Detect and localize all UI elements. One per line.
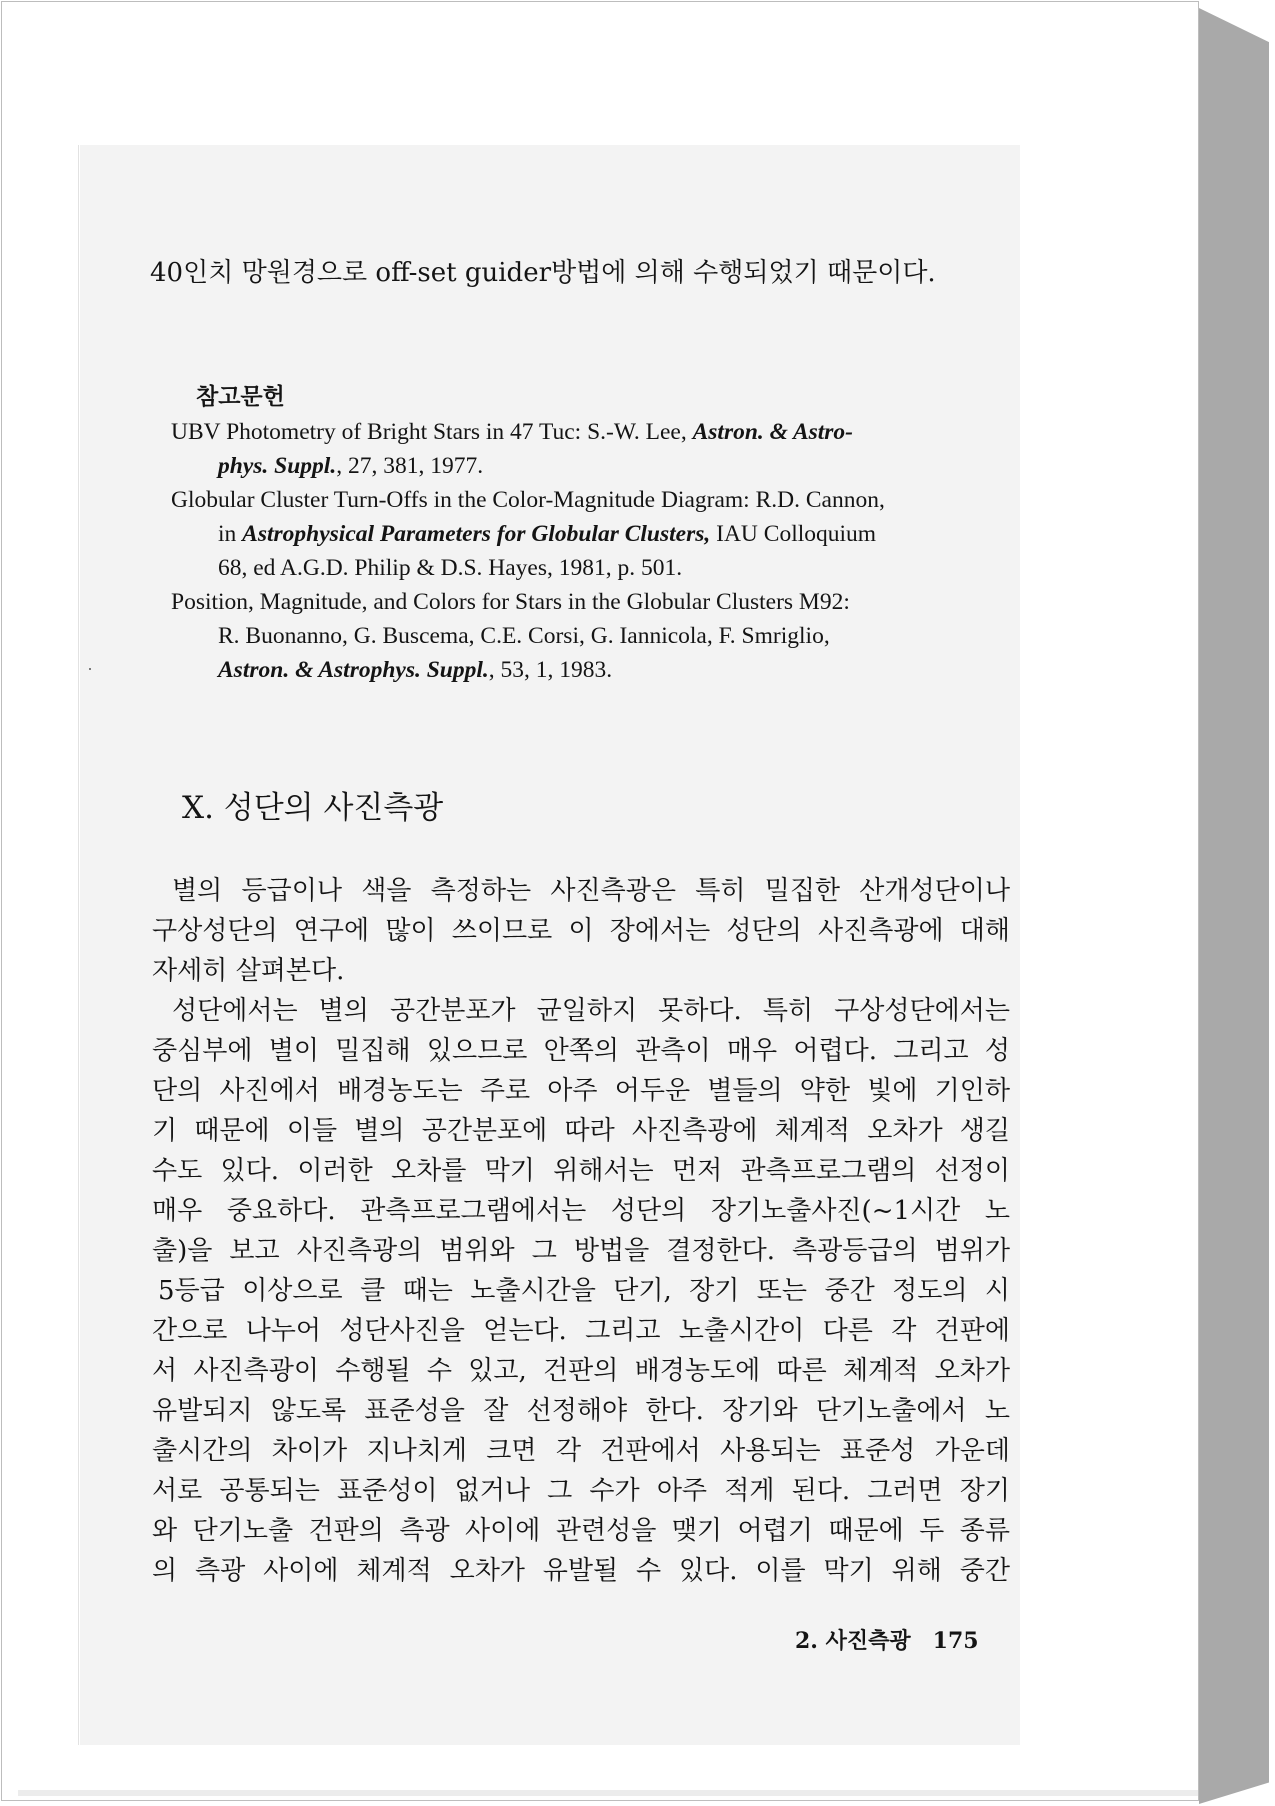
body-line-5: 중심부에 별이 밀집해 있으므로 안쪽의 관측이 매우 어렵다. 그리고 성 — [152, 1036, 1010, 1066]
body-line-11: 5등급 이상으로 클 때는 노출시간을 단기, 장기 또는 중간 정도의 시 — [158, 1276, 1010, 1306]
reference-1-journal: Astron. & Astro- — [692, 419, 854, 445]
body-line-1: 별의 등급이나 색을 측정하는 사진측광은 특히 밀집한 산개성단이나 — [172, 876, 1010, 906]
footer-section: 2. 사진측광 — [795, 1628, 911, 1654]
body-line-4: 성단에서는 별의 공간분포가 균일하지 못하다. 특히 구상성단에서는 — [172, 996, 1010, 1026]
running-footer — [795, 1624, 979, 1655]
body-line-13: 서 사진측광이 수행될 수 있고, 건판의 배경농도에 따른 체계적 오차가 — [152, 1356, 1010, 1386]
body-line-8: 수도 있다. 이러한 오차를 막기 위해서는 먼저 관측프로그램의 선정이 — [152, 1156, 1010, 1186]
page-edge-shadow — [1199, 8, 1269, 1804]
body-line-14: 유발되지 않도록 표준성을 잘 선정해야 한다. 장기와 단기노출에서 노 — [152, 1396, 1010, 1426]
body-line-18: 의 측광 사이에 체계적 오차가 유발될 수 있다. 이를 막기 위해 중간 — [152, 1556, 1010, 1586]
body-line-3: 자세히 살펴본다. — [152, 956, 345, 986]
reference-3-journal: Astron. & Astrophys. Suppl. — [218, 657, 489, 683]
body-line-15: 출시간의 차이가 지나치게 크면 각 건판에서 사용되는 표준성 가운데 — [152, 1436, 1010, 1466]
body-line-7: 기 때문에 이들 별의 공간분포에 따라 사진측광에 체계적 오차가 생길 — [152, 1116, 1010, 1146]
body-line-2: 구상성단의 연구에 많이 쓰이므로 이 장에서는 성단의 사진측광에 대해 — [152, 916, 1010, 946]
stray-mark — [89, 668, 91, 670]
page-number: 175 — [932, 1628, 979, 1654]
reference-2-line-1: Globular Cluster Turn-Offs in the Color-Magnitude Diagram: R.D. Cannon, — [171, 487, 885, 513]
bottom-edge — [18, 1790, 1198, 1796]
reference-1-line-2: phys. Suppl., 27, 381, 1977. — [218, 453, 484, 479]
reference-3-line-2: R. Buonanno, G. Buscema, C.E. Corsi, G. Iannicola, F. Smriglio, — [218, 623, 830, 649]
reference-1-line-1: UBV Photometry of Bright Stars in 47 Tuc: S.-W. Lee, Astron. & Astro- — [171, 419, 854, 445]
reference-2-line-3: 68, ed A.G.D. Philip & D.S. Hayes, 1981, p. 501. — [218, 555, 683, 581]
body-line-12: 간으로 나누어 성단사진을 얻는다. 그리고 노출시간이 다른 각 건판에 — [152, 1316, 1010, 1346]
continuation-line: 40인치 망원경으로 off-set guider방법에 의해 수행되었기 때문이다. — [150, 258, 936, 288]
body-line-10: 출)을 보고 사진측광의 범위와 그 방법을 결정한다. 측광등급의 범위가 — [152, 1236, 1010, 1266]
reference-3-line-1: Position, Magnitude, and Colors for Stars in the Globular Clusters M92: — [171, 589, 850, 615]
reference-3-line-3: Astron. & Astrophys. Suppl., 53, 1, 1983. — [218, 657, 613, 683]
body-line-6: 단의 사진에서 배경농도는 주로 아주 어두운 별들의 약한 빛에 기인하 — [152, 1076, 1010, 1106]
section-title: X. 성단의 사진측광 — [182, 790, 444, 826]
scan-edge-line — [78, 145, 79, 1745]
reference-2-book: Astrophysical Parameters for Globular Clusters, — [242, 521, 711, 547]
body-line-9: 매우 중요하다. 관측프로그램에서는 성단의 장기노출사진(~1시간 노 — [152, 1196, 1010, 1226]
body-line-16: 서로 공통되는 표준성이 없거나 그 수가 아주 적게 된다. 그러면 장기 — [152, 1476, 1010, 1506]
body-line-17: 와 단기노출 건판의 측광 사이에 관련성을 맺기 어렵기 때문에 두 종류 — [152, 1516, 1010, 1546]
references-heading: 참고문헌 — [196, 384, 285, 410]
reference-2-line-2: in Astrophysical Parameters for Globular Clusters, IAU Colloquium — [218, 521, 877, 547]
